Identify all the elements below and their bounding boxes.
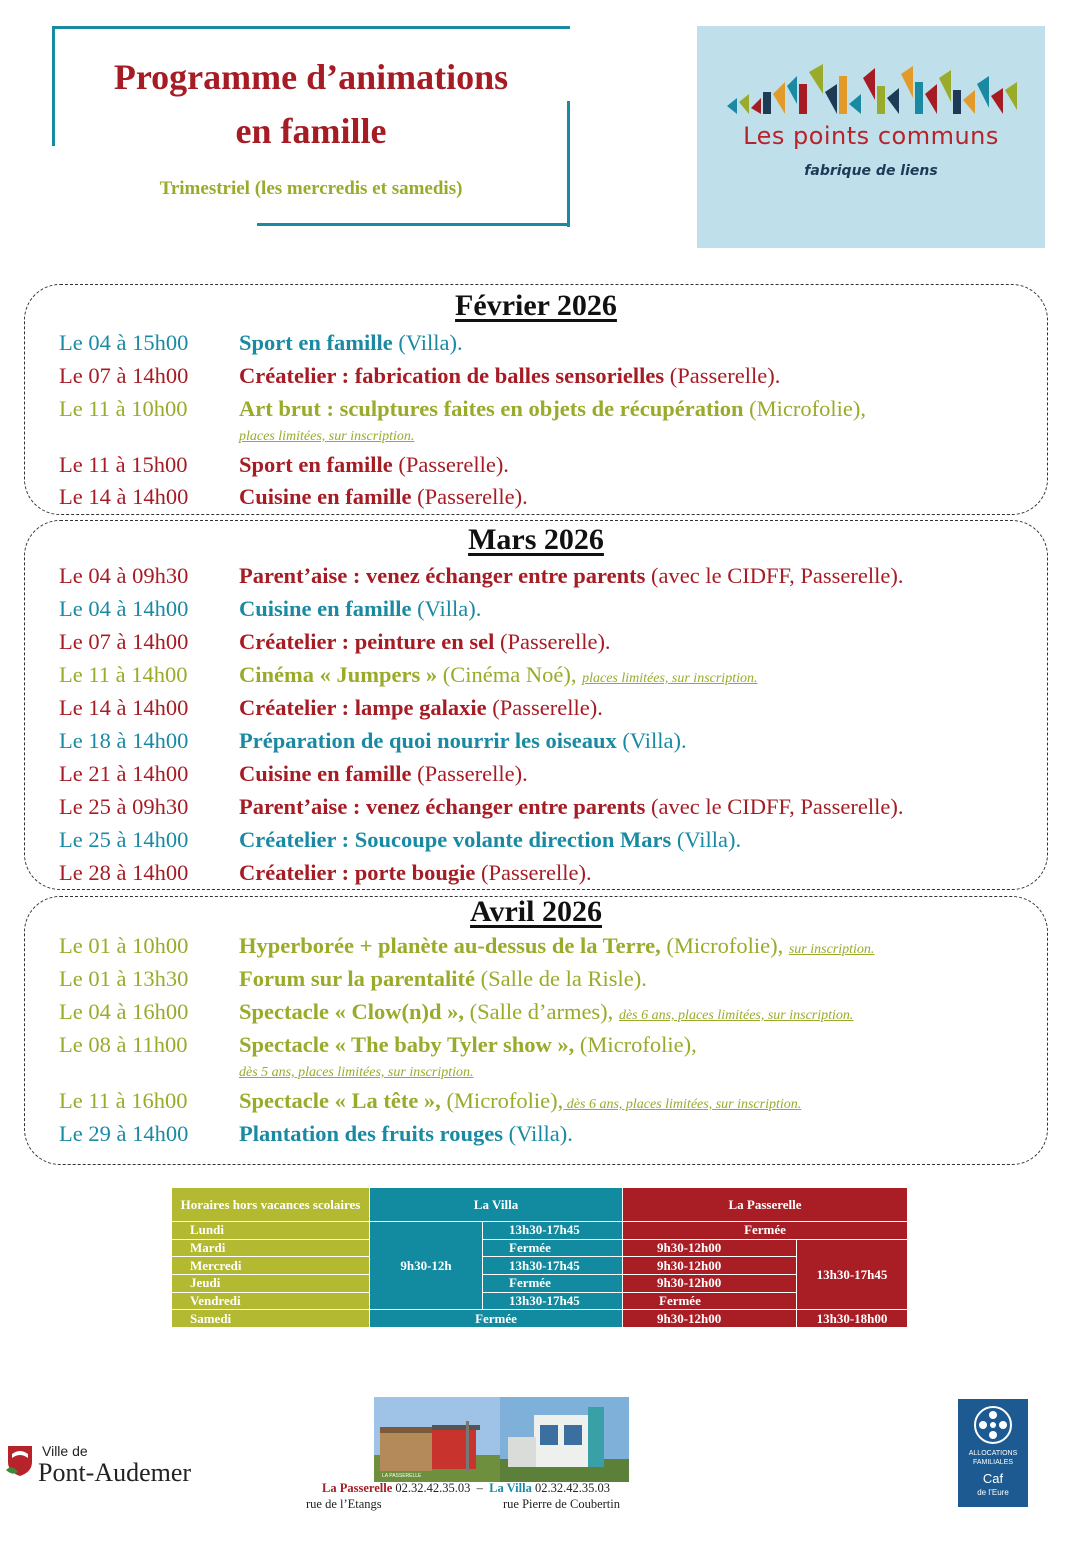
event-date: Le 07 à 14h00: [59, 363, 189, 388]
event-date: Le 11 à 15h00: [59, 452, 188, 477]
event-place: (Cinéma Noé),: [437, 662, 583, 687]
month-title-mars: Mars 2026: [468, 523, 604, 556]
villa-afternoon-cell: Fermée: [483, 1275, 623, 1293]
passerelle-morning-cell: 9h30-12h00: [623, 1239, 797, 1257]
table-header-hours: Horaires hors vacances scolaires: [172, 1188, 370, 1222]
photo-caption: LA PASSERELLE: [382, 1473, 422, 1479]
event-title: Cinéma « Jumpers »: [239, 662, 438, 687]
page-title-line2: en famille: [235, 111, 387, 151]
event-row: [59, 629, 611, 655]
event-place: (Villa).: [392, 330, 463, 355]
event-row: [59, 1088, 801, 1114]
points-communs-logo: [697, 26, 1045, 248]
event-place: (avec le CIDFF, Passerelle).: [645, 794, 904, 819]
event-date: Le 01 à 13h30: [59, 966, 189, 991]
month-title-fevrier: Février 2026: [455, 289, 617, 322]
event-place: (Villa).: [502, 1121, 573, 1146]
villa-afternoon-cell: Fermée: [483, 1239, 623, 1257]
event-row: [59, 728, 687, 754]
event-row: [59, 860, 592, 886]
table-header-villa: La Villa: [370, 1188, 623, 1222]
event-title: Spectacle « Clow(n)d »,: [239, 999, 464, 1024]
passerelle-morning-cell: 9h30-12h00: [623, 1257, 797, 1275]
event-place: (Passerelle).: [664, 363, 781, 388]
event-date: Le 11 à 14h00: [59, 662, 188, 687]
event-date: Le 11 à 10h00: [59, 396, 188, 421]
event-place: (Villa).: [616, 728, 687, 753]
villa-samedi-cell: Fermée: [370, 1310, 623, 1328]
event-place: (Salle d’armes),: [463, 999, 619, 1024]
pont-audemer-crest-icon: [4, 1442, 36, 1478]
event-date: Le 07 à 14h00: [59, 629, 189, 654]
event-place: (Villa).: [671, 827, 742, 852]
day-cell: Mercredi: [172, 1257, 370, 1275]
day-cell: Jeudi: [172, 1275, 370, 1293]
event-date: Le 29 à 14h00: [59, 1121, 189, 1146]
title-frame: [52, 26, 570, 226]
event-row: [59, 794, 904, 820]
event-row: [59, 662, 757, 688]
caf-emblem-icon: [973, 1405, 1013, 1445]
passerelle-phone: 02.32.42.35.03: [392, 1481, 471, 1495]
event-date: Le 21 à 14h00: [59, 761, 189, 786]
contact-separator: –: [470, 1481, 490, 1495]
page-title-line1: Programme d’animations: [113, 57, 509, 97]
event-title: Sport en famille: [239, 452, 393, 477]
caf-logo: [958, 1399, 1028, 1507]
frame-border-top: [52, 26, 570, 29]
month-title-avril: Avril 2026: [470, 895, 602, 928]
logo-tagline: fabrique de liens: [804, 163, 938, 179]
event-row: [59, 827, 741, 853]
ville-de-label: Ville de: [42, 1443, 88, 1459]
passerelle-name: La Passerelle: [322, 1481, 393, 1495]
event-title: Cuisine en famille: [239, 596, 412, 621]
passerelle-street: rue de l’Etangs: [306, 1497, 382, 1511]
event-title: Cuisine en famille: [239, 761, 412, 786]
event-row: [59, 484, 528, 510]
event-date: Le 18 à 14h00: [59, 728, 189, 753]
event-title: Parent’aise : venez échanger entre parents: [239, 794, 646, 819]
opening-hours-table: [171, 1187, 908, 1328]
month-fevrier: [24, 284, 1048, 515]
event-date: Le 04 à 09h30: [59, 563, 189, 588]
event-date: Le 25 à 09h30: [59, 794, 189, 819]
event-row: [59, 563, 904, 589]
event-date: Le 14 à 14h00: [59, 695, 189, 720]
event-date: Le 04 à 14h00: [59, 596, 189, 621]
month-avril: [24, 896, 1048, 1165]
event-place: (Villa).: [411, 596, 482, 621]
event-title: Forum sur la parentalité: [239, 966, 476, 991]
event-row: [59, 966, 647, 992]
frame-border-bottom: [257, 223, 570, 226]
event-note: dès 5 ans, places limitées, sur inscription.: [239, 1065, 474, 1080]
event-row: [59, 695, 603, 721]
villa-phone: 02.32.42.35.03: [531, 1481, 610, 1495]
passerelle-samedi-afternoon-cell: 13h30-18h00: [797, 1310, 908, 1328]
event-row: [59, 1121, 573, 1147]
villa-name: La Villa: [489, 1481, 532, 1495]
villa-afternoon-cell: 13h30-17h45: [483, 1292, 623, 1310]
passerelle-afternoon-cell: 13h30-17h45: [797, 1239, 908, 1310]
event-place: (Passerelle).: [475, 860, 592, 885]
event-title: Art brut : sculptures faites en objets de récupération: [239, 396, 744, 421]
event-title: Créatelier : Soucoupe volante direction Mars: [239, 827, 672, 852]
event-title: Créatelier : lampe galaxie: [239, 695, 487, 720]
event-place: (Passerelle).: [411, 484, 528, 509]
event-place: (Microfolie),: [574, 1032, 697, 1057]
event-row: [59, 452, 509, 478]
event-note: sur inscription.: [788, 942, 875, 957]
event-place: (Microfolie),: [743, 396, 866, 421]
event-title: Spectacle « The baby Tyler show »,: [239, 1032, 575, 1057]
day-cell: Vendredi: [172, 1292, 370, 1310]
event-row: [59, 596, 481, 622]
event-place: (Passerelle).: [486, 695, 603, 720]
event-place: (Microfolie),: [660, 933, 789, 958]
event-note: places limitées, sur inscription.: [239, 429, 415, 444]
event-title: Créatelier : fabrication de balles sensorielles: [239, 363, 665, 388]
event-title: Spectacle « La tête »,: [239, 1088, 441, 1113]
mosaic-icon: [727, 64, 1017, 116]
event-date: Le 08 à 11h00: [59, 1032, 188, 1057]
day-cell: Samedi: [172, 1310, 370, 1328]
caf-text-line2: FAMILIALES: [972, 1459, 1014, 1466]
villa-afternoon-cell: 13h30-17h45: [483, 1257, 623, 1275]
event-title: Créatelier : porte bougie: [239, 860, 476, 885]
event-title: Hyperborée + planète au-dessus de la Terre,: [239, 933, 661, 958]
event-place: (avec le CIDFF, Passerelle).: [645, 563, 904, 588]
event-place: (Passerelle).: [411, 761, 528, 786]
event-title: Sport en famille: [239, 330, 393, 355]
event-place: (Passerelle).: [494, 629, 611, 654]
pont-audemer-logo-text: Pont-Audemer: [38, 1458, 192, 1487]
event-title: Plantation des fruits rouges: [239, 1121, 503, 1146]
passerelle-morning-cell: 9h30-12h00: [623, 1275, 797, 1293]
passerelle-samedi-morning-cell: 9h30-12h00: [623, 1310, 797, 1328]
event-title: Cuisine en famille: [239, 484, 412, 509]
event-row: [59, 330, 463, 356]
event-title: Créatelier : peinture en sel: [239, 629, 495, 654]
caf-text-line3: Caf: [982, 1471, 1004, 1486]
event-note: places limitées, sur inscription.: [582, 671, 758, 686]
event-row: [59, 363, 780, 389]
buildings-photo: [374, 1397, 629, 1482]
event-note: dès 6 ans, places limitées, sur inscription.: [618, 1008, 854, 1023]
page-subtitle: Trimestriel (les mercredis et samedis): [159, 178, 463, 199]
event-place: (Microfolie),: [440, 1088, 564, 1113]
event-date: Le 11 à 16h00: [59, 1088, 188, 1113]
event-row: [59, 396, 866, 422]
villa-afternoon-cell: 13h30-17h45: [483, 1222, 623, 1240]
event-date: Le 25 à 14h00: [59, 827, 189, 852]
passerelle-lundi-cell: Fermée: [623, 1222, 908, 1240]
event-title: Préparation de quoi nourrir les oiseaux: [239, 728, 617, 753]
event-note: dès 6 ans, places limitées, sur inscription.: [563, 1097, 802, 1112]
month-mars: [24, 520, 1048, 890]
day-cell: Mardi: [172, 1239, 370, 1257]
villa-street: rue Pierre de Coubertin: [503, 1497, 620, 1511]
event-date: Le 01 à 10h00: [59, 933, 189, 958]
villa-morning-cell: 9h30-12h: [370, 1222, 483, 1310]
event-date: Le 28 à 14h00: [59, 860, 189, 885]
day-cell: Lundi: [172, 1222, 370, 1240]
event-place: (Salle de la Risle).: [475, 966, 647, 991]
event-date: Le 04 à 16h00: [59, 999, 189, 1024]
table-header-passerelle: La Passerelle: [623, 1188, 908, 1222]
caf-text-line4: de l’Eure: [977, 1488, 1009, 1497]
logo-name: Les points communs: [743, 122, 999, 150]
event-row: [59, 933, 874, 959]
event-date: Le 14 à 14h00: [59, 484, 189, 509]
contact-line: [322, 1481, 610, 1496]
event-place: (Passerelle).: [392, 452, 509, 477]
passerelle-morning-cell: Fermée: [623, 1292, 797, 1310]
event-row: [59, 1032, 697, 1058]
event-row: [59, 999, 853, 1025]
event-title: Parent’aise : venez échanger entre parents: [239, 563, 646, 588]
caf-text-line1: ALLOCATIONS: [968, 1450, 1018, 1457]
event-row: [59, 761, 528, 787]
event-date: Le 04 à 15h00: [59, 330, 189, 355]
